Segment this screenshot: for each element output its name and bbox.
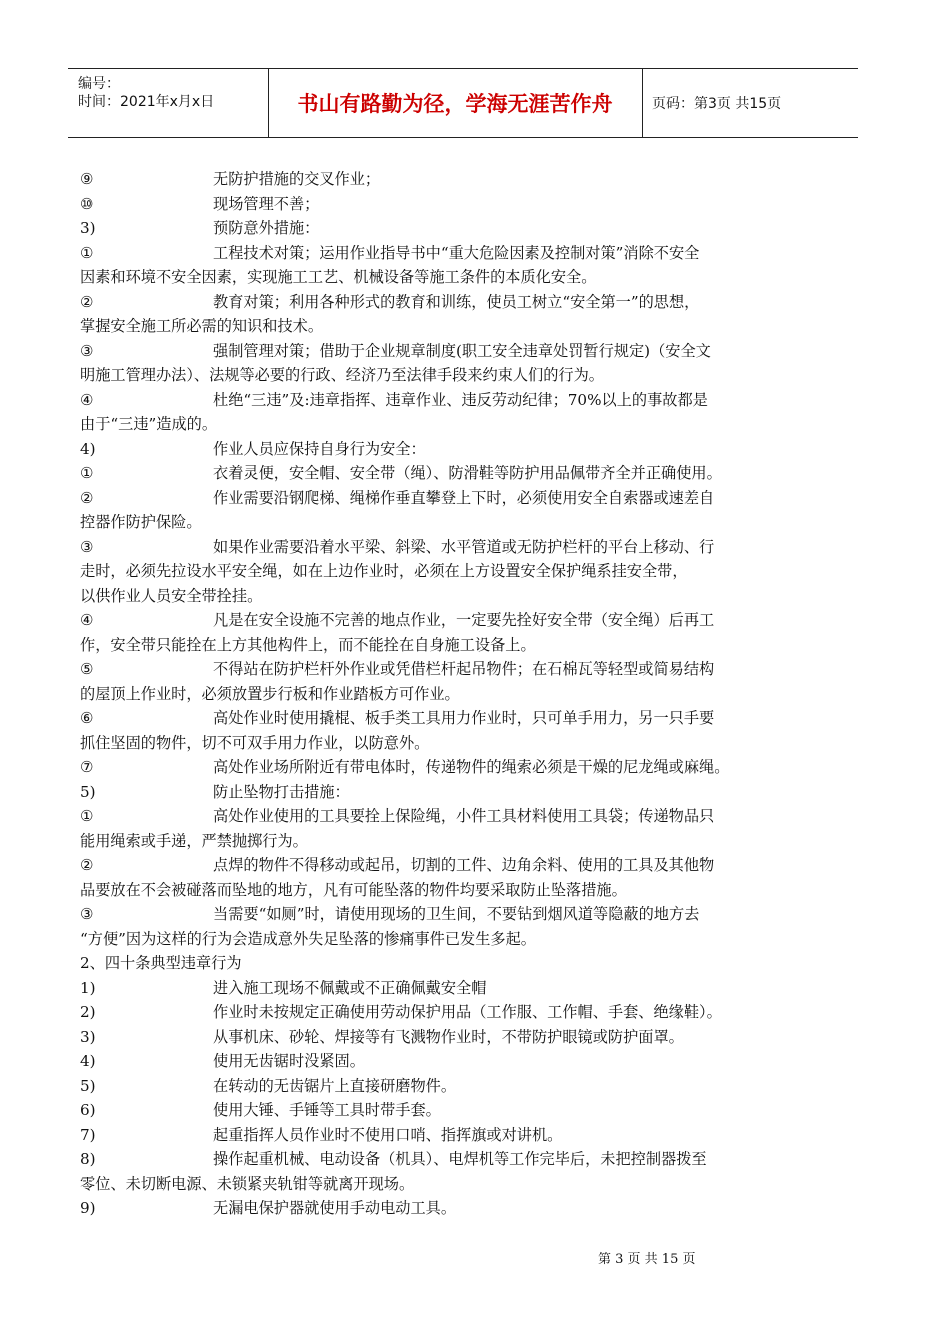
- line-text: 作业人员应保持自身行为安全：: [213, 439, 426, 458]
- item-number: 4): [80, 439, 96, 458]
- text-line: [80, 412, 855, 437]
- line-text: 高处作业使用的工具要拴上保险绳，小件工具材料使用工具袋；传递物品只: [213, 807, 715, 825]
- line-text: 防止坠物打击措施：: [213, 782, 350, 801]
- line-text: 如果作业需要沿着水平梁、斜梁、水平管道或无防护栏杆的平台上移动、行: [213, 537, 715, 556]
- line-text: 杜绝“三违”及:违章指挥、违章作业、违反劳动纪律；70%以上的事故都是: [213, 390, 708, 409]
- text-line: [80, 682, 855, 707]
- document-time-label: 时间：2021年x月x日: [78, 94, 215, 110]
- line-text: 预防意外措施：: [213, 219, 320, 237]
- line-text: 使用无齿锯时没紧固。: [213, 1052, 365, 1070]
- line-text: 高处作业时使用撬棍、板手类工具用力作业时，只可单手用力，另一只手要: [213, 709, 715, 727]
- text-line: [80, 216, 855, 241]
- line-text: 品要放在不会被碰落而坠地的地方，凡有可能坠落的物件均要采取防止坠落措施。: [80, 880, 627, 899]
- text-line: [80, 780, 855, 805]
- text-line: [80, 804, 855, 829]
- item-number: ⑦: [80, 758, 94, 776]
- text-line: [80, 706, 855, 731]
- item-number: ②: [80, 856, 94, 874]
- line-text: 衣着灵便，安全帽、安全带（绳）、防滑鞋等防护用品佩带齐全并正确使用。: [213, 464, 722, 482]
- text-line: [80, 241, 855, 266]
- item-number: ⑥: [80, 709, 94, 727]
- text-line: [80, 976, 855, 1001]
- line-text: 由于“三违”造成的。: [80, 415, 218, 433]
- text-line: [80, 1098, 855, 1123]
- line-text: 高处作业场所附近有带电体时，传递物件的绳索必须是干燥的尼龙绳或麻绳。: [213, 758, 730, 776]
- line-text: 进入施工现场不佩戴或不正确佩戴安全帽: [213, 978, 487, 997]
- text-line: [80, 951, 855, 976]
- text-line: [80, 388, 855, 413]
- text-line: [80, 314, 855, 339]
- text-line: [80, 1049, 855, 1074]
- text-line: [80, 1147, 855, 1172]
- item-number: 8): [80, 1150, 96, 1168]
- line-text: 作业需要沿钢爬梯、绳梯作垂直攀登上下时，必须使用安全自索器或速差自: [213, 488, 715, 507]
- item-number: 3): [80, 219, 96, 237]
- text-line: [80, 1172, 855, 1197]
- text-line: [80, 584, 855, 609]
- line-text: 起重指挥人员作业时不使用口哨、指挥旗或对讲机。: [213, 1125, 563, 1144]
- item-number: ⑨: [80, 170, 94, 188]
- text-line: [80, 461, 855, 486]
- page-header: [68, 68, 858, 138]
- item-number: ⑩: [80, 194, 94, 213]
- item-number: ③: [80, 537, 94, 556]
- line-text: 教育对策；利用各种形式的教育和训练，使员工树立“安全第一”的思想，: [213, 292, 700, 311]
- header-meta-cell: [68, 69, 269, 137]
- line-text: 抓住坚固的物件，切不可双手用力作业，以防意外。: [80, 733, 430, 752]
- line-text: 明施工管理办法）、法规等必要的行政、经济乃至法律手段来约束人们的行为。: [80, 366, 604, 384]
- document-number-label: 编号：: [78, 76, 120, 92]
- line-text: 不得站在防护栏杆外作业或凭借栏杆起吊物件；在石棉瓦等轻型或简易结构: [213, 660, 715, 678]
- text-line: [80, 1123, 855, 1148]
- item-number: ②: [80, 292, 94, 311]
- line-text: 2、四十条典型违章行为: [80, 954, 242, 972]
- line-text: 当需要“如厕”时，请使用现场的卫生间，不要钻到烟风道等隐蔽的地方去: [213, 905, 700, 923]
- text-line: [80, 265, 855, 290]
- item-number: 7): [80, 1125, 96, 1144]
- line-text: 以供作业人员安全带拴挂。: [80, 586, 263, 605]
- text-line: [80, 363, 855, 388]
- line-text: 掌握安全施工所必需的知识和技术。: [80, 317, 323, 335]
- text-line: [80, 437, 855, 462]
- line-text: 现场管理不善；: [213, 194, 320, 213]
- item-number: ①: [80, 243, 94, 262]
- item-number: 5): [80, 782, 96, 801]
- text-line: [80, 731, 855, 756]
- item-number: 9): [80, 1199, 96, 1217]
- text-line: [80, 1000, 855, 1025]
- text-line: [80, 608, 855, 633]
- item-number: 1): [80, 978, 96, 997]
- line-text: 无漏电保护器就使用手动电动工具。: [213, 1199, 456, 1217]
- item-number: ⑤: [80, 660, 94, 678]
- line-text: 零位、未切断电源、未锁紧夹轨钳等就离开现场。: [80, 1174, 415, 1193]
- item-number: 4): [80, 1052, 96, 1070]
- line-text: 的屋顶上作业时，必须放置步行板和作业踏板方可作业。: [80, 684, 460, 703]
- header-page-info: 页码：第3页 共15页: [652, 96, 782, 112]
- item-number: ③: [80, 341, 94, 360]
- text-line: [80, 339, 855, 364]
- item-number: ②: [80, 488, 94, 507]
- line-text: 点焊的物件不得移动或起吊，切割的工件、边角余料、使用的工具及其他物: [213, 856, 715, 874]
- page-footer: 第 3 页 共 15 页: [598, 1252, 696, 1267]
- line-text: 走时，必须先拉设水平安全绳，如在上边作业时，必须在上方设置安全保护绳系挂安全带，: [80, 562, 688, 580]
- line-text: 在转动的无齿锯片上直接研磨物件。: [213, 1076, 456, 1095]
- text-line: [80, 902, 855, 927]
- text-line: [80, 192, 855, 217]
- text-line: [80, 657, 855, 682]
- text-line: [80, 755, 855, 780]
- text-line: [80, 829, 855, 854]
- text-line: [80, 1074, 855, 1099]
- item-number: ③: [80, 905, 94, 923]
- line-text: 无防护措施的交叉作业；: [213, 170, 381, 188]
- text-line: [80, 559, 855, 584]
- item-number: ①: [80, 807, 94, 825]
- item-number: 5): [80, 1076, 96, 1095]
- text-line: [80, 290, 855, 315]
- line-text: 使用大锤、手锤等工具时带手套。: [213, 1101, 441, 1119]
- text-line: [80, 486, 855, 511]
- item-number: 3): [80, 1027, 96, 1046]
- line-text: 因素和环境不安全因素，实现施工工艺、机械设备等施工条件的本质化安全。: [80, 268, 597, 286]
- header-motto: 书山有路勤为径，学海无涯苦作舟: [268, 69, 643, 137]
- item-number: ④: [80, 611, 94, 629]
- line-text: 操作起重机械、电动设备（机具）、电焊机等工作完毕后，未把控制器拨至: [213, 1150, 707, 1168]
- text-line: [80, 853, 855, 878]
- text-line: [80, 1196, 855, 1221]
- text-line: [80, 167, 855, 192]
- item-number: 2): [80, 1003, 96, 1021]
- text-line: [80, 927, 855, 952]
- item-number: 6): [80, 1101, 96, 1119]
- line-text: 从事机床、砂轮、焊接等有飞溅物作业时，不带防护眼镜或防护面罩。: [213, 1027, 684, 1046]
- text-line: [80, 633, 855, 658]
- text-line: [80, 1025, 855, 1050]
- text-line: [80, 510, 855, 535]
- text-line: [80, 878, 855, 903]
- line-text: 控器作防护保险。: [80, 513, 202, 531]
- line-text: “方便”因为这样的行为会造成意外失足坠落的惨痛事件已发生多起。: [80, 929, 536, 948]
- line-text: 凡是在安全设施不完善的地点作业，一定要先拴好安全带（安全绳）后再工: [213, 611, 715, 629]
- item-number: ④: [80, 390, 94, 409]
- line-text: 能用绳索或手递，严禁抛掷行为。: [80, 831, 308, 850]
- line-text: 作，安全带只能拴在上方其他构件上，而不能拴在自身施工设备上。: [80, 635, 536, 654]
- item-number: ①: [80, 464, 94, 482]
- line-text: 作业时未按规定正确使用劳动保护用品（工作服、工作帽、手套、绝缘鞋）。: [213, 1003, 722, 1021]
- text-line: [80, 535, 855, 560]
- document-body: [80, 167, 855, 1221]
- line-text: 强制管理对策；借助于企业规章制度(职工安全违章处罚暂行规定)（安全文: [213, 341, 711, 360]
- line-text: 工程技术对策；运用作业指导书中“重大危险因素及控制对策”消除不安全: [213, 243, 700, 262]
